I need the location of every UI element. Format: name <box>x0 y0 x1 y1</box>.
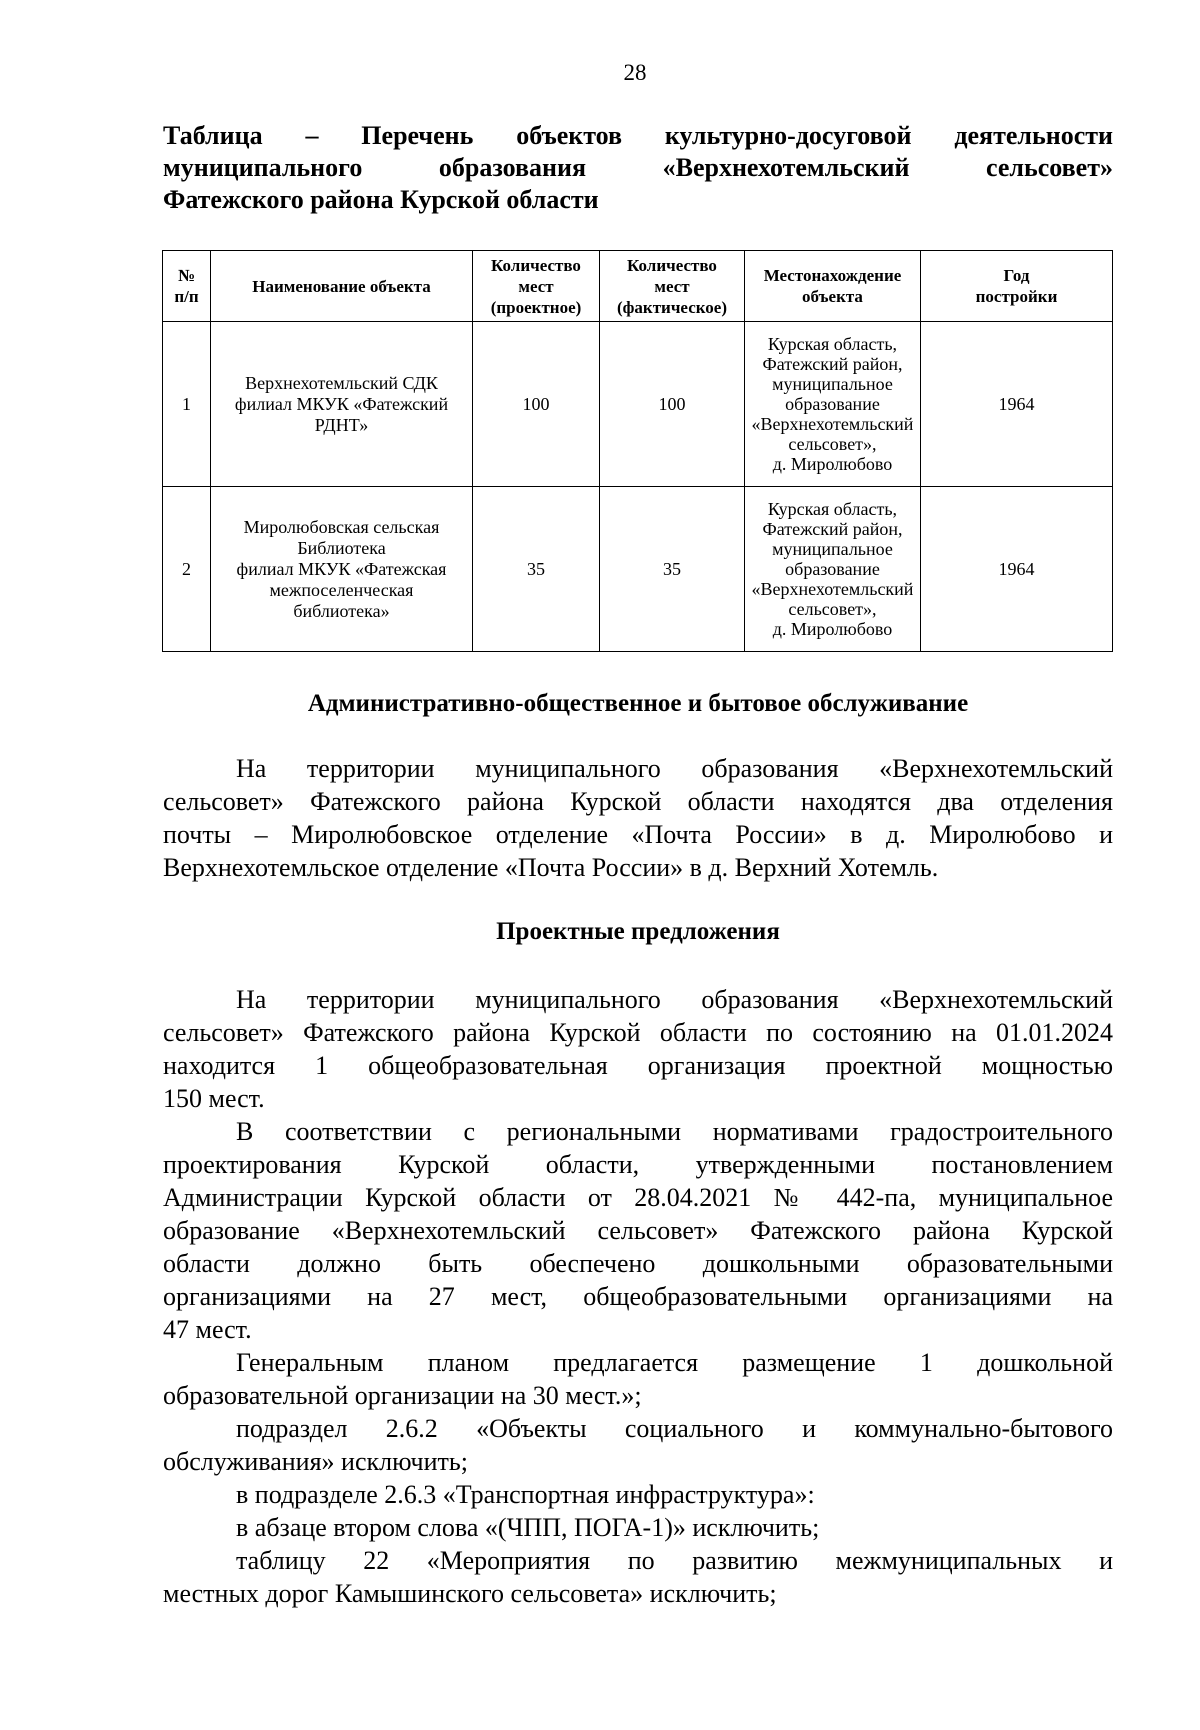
cell-design-capacity: 100 <box>473 322 600 487</box>
header-name: Наименование объекта <box>211 251 473 322</box>
cell-name: Верхнехотемльский СДК филиал МКУК «Фатежский РДНТ» <box>211 322 473 487</box>
table-title <box>163 120 1113 216</box>
cell-num: 2 <box>163 487 211 652</box>
cell-location: Курская область, Фатежский район, муниципальное образование «Верхнехотемльский сельсовет», д. Миролюбово <box>745 322 921 487</box>
paragraph-post-offices: На территории муниципального образования «Верхнехотемльский сельсовет» Фатежского района Курской области находятся два отделения почты – Миролюбовское отделение «Почта России» в д. Миролюбово и Верхнехотемльское отделение «Почта России» в д. Верхний Хотемль. <box>163 754 1113 882</box>
header-design-capacity: Количество мест (проектное) <box>473 251 600 322</box>
cell-num: 1 <box>163 322 211 487</box>
section-heading-services: Административно-общественное и бытовое обслуживание <box>307 690 969 717</box>
paragraph-table-22: таблицу 22 «Мероприятия по развитию межмуниципальных и местных дорог Камышинского сельсовета» исключить; <box>163 1546 1113 1608</box>
cell-name: Миролюбовская сельская Библиотека филиал МКУК «Фатежская межпоселенческая библиотека» <box>211 487 473 652</box>
section-heading-proposals: Проектные предложения <box>496 918 780 945</box>
table-title-line: муниципального образования «Верхнехотемльский сельсовет» <box>163 153 1113 182</box>
table-header-row <box>163 251 1113 322</box>
paragraph-norms: В соответствии с региональными нормативами градостроительного проектирования Курской области, утвержденными постановлением Администрации Курской области от 28.04.2021 № 442-па, муниципальное образование «Верхнехотемльский сельсовет» Фатежского района Курской области должно быть обеспечено дошкольными образовательными организациями на 27 мест, общеобразовательными организациями на 47 мест. <box>163 1117 1113 1344</box>
table-row <box>163 487 1113 652</box>
table-row <box>163 322 1113 487</box>
cell-actual-capacity: 100 <box>600 322 745 487</box>
cell-actual-capacity: 35 <box>600 487 745 652</box>
paragraph-subsection-263: в подразделе 2.6.3 «Транспортная инфраструктура»: <box>236 1480 815 1509</box>
paragraph-subsection-262: подраздел 2.6.2 «Объекты социального и коммунально-бытового обслуживания» исключить; <box>163 1414 1113 1476</box>
cell-year: 1964 <box>921 322 1113 487</box>
header-actual-capacity: Количество мест (фактическое) <box>600 251 745 322</box>
paragraph-second-clause: в абзаце втором слова «(ЧПП, ПОГА-1)» исключить; <box>236 1513 820 1542</box>
header-location: Местонахождение объекта <box>745 251 921 322</box>
page-number: 28 <box>623 60 647 85</box>
header-num: № п/п <box>163 251 211 322</box>
cell-year: 1964 <box>921 487 1113 652</box>
paragraph-schools: На территории муниципального образования «Верхнехотемльский сельсовет» Фатежского района Курской области по состоянию на 01.01.2024 находится 1 общеобразовательная организация проектной мощностью 150 мест. <box>163 985 1113 1113</box>
objects-table <box>162 250 1113 652</box>
header-year: Год постройки <box>921 251 1113 322</box>
paragraph-master-plan: Генеральным планом предлагается размещение 1 дошкольной образовательной организации на 30 мест.»; <box>163 1348 1113 1410</box>
table-title-line: Фатежского района Курской области <box>163 185 599 214</box>
table-title-line: Таблица – Перечень объектов культурно-досуговой деятельности <box>163 121 1113 150</box>
cell-design-capacity: 35 <box>473 487 600 652</box>
cell-location: Курская область, Фатежский район, муниципальное образование «Верхнехотемльский сельсовет», д. Миролюбово <box>745 487 921 652</box>
